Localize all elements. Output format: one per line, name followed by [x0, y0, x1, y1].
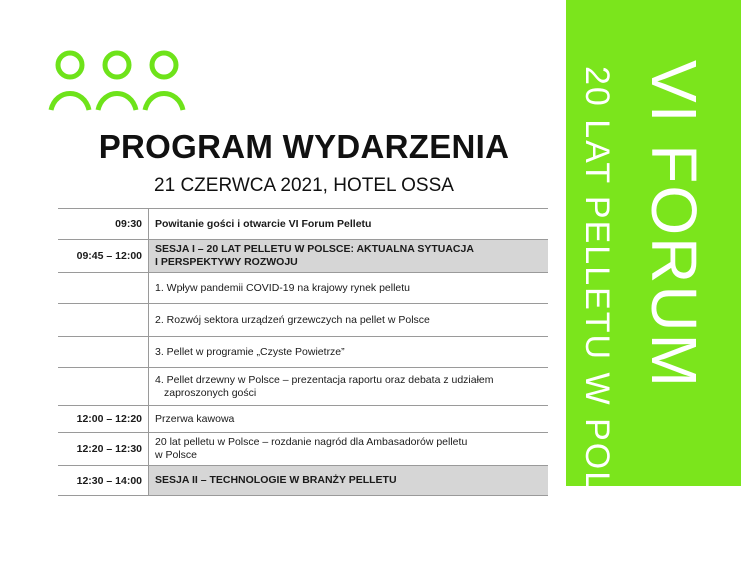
- row-description: SESJA I – 20 LAT PELLETU W POLSCE: AKTUALNA SYTUACJA I PERSPEKTYWY ROZWOJU: [149, 240, 549, 273]
- program-row: [58, 209, 548, 240]
- row-time: 09:30: [58, 209, 149, 240]
- page-subtitle: 21 CZERWCA 2021, HOTEL OSSA: [154, 175, 454, 196]
- row-description: 20 lat pelletu w Polsce – rozdanie nagród dla Ambasadorów pelletu w Polsce: [149, 433, 549, 466]
- row-time: [58, 304, 149, 337]
- row-description: SESJA II – TECHNOLOGIE W BRANŻY PELLETU: [149, 466, 549, 496]
- program-table: [58, 208, 548, 496]
- row-time: 12:00 – 12:20: [58, 406, 149, 433]
- program-row: [58, 433, 548, 466]
- page-title: PROGRAM WYDARZENIA: [98, 128, 510, 165]
- row-time: 12:30 – 14:00: [58, 466, 149, 496]
- program-row-session: [58, 240, 548, 273]
- sidebar-forum-title: VI FORUM: [638, 60, 710, 389]
- program-row: [58, 337, 548, 368]
- program-row-session: [58, 466, 548, 496]
- row-time: 12:20 – 12:30: [58, 433, 149, 466]
- row-description: 2. Rozwój sektora urządzeń grzewczych na pellet w Polsce: [149, 304, 549, 337]
- row-time: [58, 368, 149, 406]
- program-row: [58, 406, 548, 433]
- row-time: 09:45 – 12:00: [58, 240, 149, 273]
- program-row: [58, 368, 548, 406]
- people-group-icon: [48, 48, 188, 116]
- row-description: Przerwa kawowa: [149, 406, 549, 433]
- row-description: 4. Pellet drzewny w Polsce – prezentacja raportu oraz debata z udziałem zaproszonych gości: [149, 368, 549, 406]
- row-description: Powitanie gości i otwarcie VI Forum Pelletu: [149, 209, 549, 240]
- row-time: [58, 273, 149, 304]
- program-row: [58, 273, 548, 304]
- row-time: [58, 337, 149, 368]
- row-description: 1. Wpływ pandemii COVID-19 na krajowy rynek pelletu: [149, 273, 549, 304]
- row-description: 3. Pellet w programie „Czyste Powietrze”: [149, 337, 549, 368]
- sidebar-forum-subtitle: 20 LAT PELLETU W POLSCE: [578, 66, 616, 568]
- program-row: [58, 304, 548, 337]
